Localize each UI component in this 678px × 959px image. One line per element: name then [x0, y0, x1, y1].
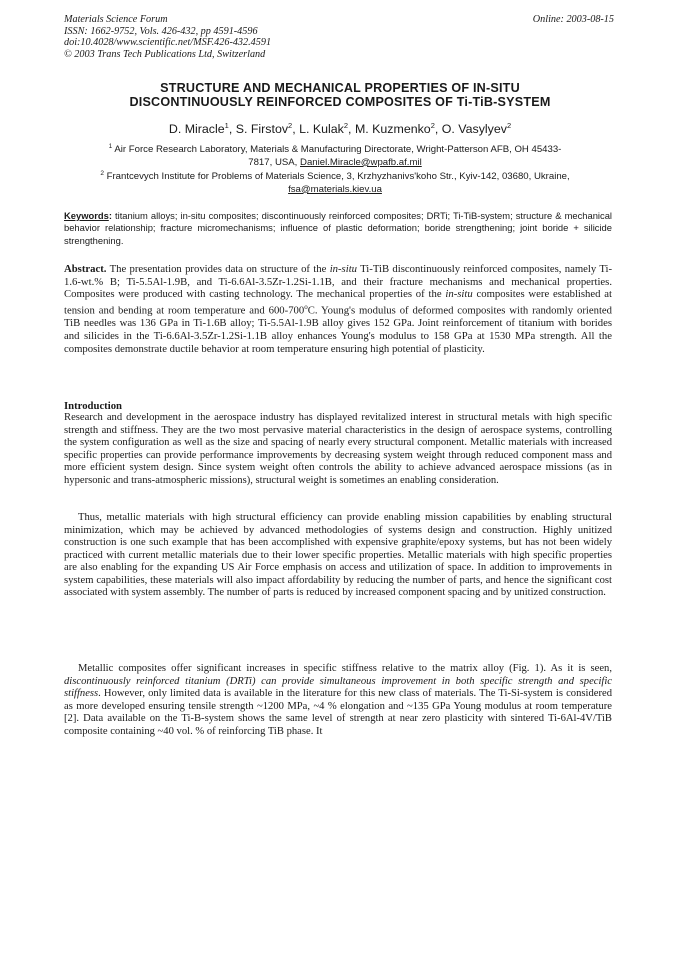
author: S. Firstov: [235, 122, 289, 137]
journal-name: Materials Science Forum: [64, 14, 168, 25]
abstract-text: composites were established at tension and bending at room temperature and 600-700: [64, 288, 613, 317]
author-list: D. Miracle$^1$, S. Firstov$^2$, L. Kulak$^2$, M. Kuzmenko$^2$, O. Vasylyev$^2$: [168, 121, 512, 137]
keywords-text: titanium alloys; in-situ composites; discontinuously reinforced composites; DRTi; Ti-TiB-system; structure & mechanical behavior relationship; fracture micromechanisms; influence of plastic deformation; boride strengthening; joint boride + silicide strengthening.: [64, 210, 612, 246]
abstract-label: Abstract.: [64, 263, 107, 275]
title-line-2: DISCONTINUOUSLY REINFORCED COMPOSITES OF Ti-TiB-SYSTEM: [129, 95, 551, 110]
copyright-line: © 2003 Trans Tech Publications Ltd, Switzerland: [64, 48, 266, 60]
paragraph: Thus, metallic materials with high structural efficiency can provide enabling mission capabilities by enabling structural minimization, which may be achieved by advanced methodologies of systems design and construction. Highly unitized construction is one such example that has been accomplished with expensive graphite/epoxy systems, but has not been widely practiced with current metallic materials due to their lower specific properties. Metallic materials with high specific properties are also enabling for the expanding US Air Force emphasis on access and utilization of space. In addition to improvements in system capabilities, these materials will also impact affordability by reducing the number of parts, and hence the significant cost associated with system assembly. The number of parts is reduced by increased component spacing and by unitized construction.: [64, 512, 612, 599]
affiliation-mark: 2: [100, 170, 104, 177]
abstract-text: C. Young's modulus of deformed composites with randomly oriented TiB needles was 136 GPa in Ti-1.6B alloy; Ti-5.5Al-1.9B alloy gives 152 GPa. Joint reinforcement of titanium with borides and silicides in the Ti-6.6Al-3.5Zr-1.2Si-1.1B alloy enhances Young's modulus to 158 GPa at 1530 MPa strength. All the composites demonstrate ductile behavior at room temperature ensuring high potential of plasticity.: [64, 304, 612, 355]
paragraph: Research and development in the aerospace industry has displayed revitalized interest in structural metals with high specific strength and stiffness. They are the two most pervasive material characteristics in the design of aerospace systems, controlling the system configuration as well as the size and spacing of nearly every structural component. Metallic materials with increased specific properties can provide performance improvements by decreasing system weight through reduced component mass and more efficient system design. Since system weight often controls the ability to achieve advanced aerospace missions (as in hypersonic and trans-atmospheric missions), structural weight is sometimes an enabling consideration.: [64, 412, 612, 486]
affiliation-mark: 2: [288, 121, 293, 130]
affiliation-mark: 2: [430, 121, 435, 130]
affiliation-mark: 1: [108, 143, 113, 150]
paragraph: [64, 663, 612, 738]
journal-header: [64, 14, 424, 60]
paragraph-text: . However, only limited data is available in the literature for this new class of materials. The Ti-Si-system is considered as more developed ensuring tensile strength ~1200 MPa, ~4 % elongation and ~135 GPa Young modulus at room temperature [2]. Data available on the Ti-B-system shows the same level of strength at near zero plasticity with sintered Ti-6Al-4V/TiB composite containing ~40 vol. % of reinforcing TiB phase. It: [64, 688, 612, 737]
degree-mark: o: [304, 303, 308, 312]
author: M. Kuzmenko: [354, 122, 431, 137]
email-link[interactable]: Daniel.Miracle@wpafb.af.mil: [300, 156, 422, 168]
author: L. Kulak: [299, 122, 344, 137]
affiliation-2: [100, 168, 570, 196]
affiliation-text: Air Force Research Laboratory, Materials & Manufacturing Directorate, Wright-Patterson AFB, OH 45433-7817, USA,: [114, 144, 562, 168]
paragraph-emphasis: discontinuously reinforced titanium (DRTi) can provide simultaneous improvement in both specific strength and specific stiffness: [64, 675, 612, 700]
abstract-italic: in-situ: [445, 288, 473, 301]
affiliation-mark: 2: [506, 121, 512, 130]
online-date: Online: 2003-08-15: [532, 14, 614, 25]
title-line-1: STRUCTURE AND MECHANICAL PROPERTIES OF IN-SITU: [160, 81, 520, 95]
affiliation-mark: 1: [224, 121, 229, 130]
email-link[interactable]: fsa@materials.kiev.ua: [288, 183, 382, 195]
affiliation-text: Frantcevych Institute for Problems of Materials Science, 3, Krzhyzhanivs'koho Str., Kyiv-142, 03680, Ukraine,: [106, 171, 570, 183]
paper-title: [80, 81, 600, 110]
abstract-text: Ti-TiB discontinuously reinforced composites, namely Ti-1.6-wt.% B; Ti-5.5Al-1.9B, and Ti-6.6Al-3.5Zr-1.2Si-1.1B, and their fracture mechanisms and mechanical properties. Composites were produced with casting technology. The mechanical properties of the: [64, 263, 613, 301]
author: O. Vasylyev: [441, 122, 507, 137]
section-heading: Introduction: [64, 400, 123, 412]
keywords: Keywords: titanium alloys; in-situ composites; discontinuously reinforced composites; DRTi; Ti-TiB-system; structure & mechanical behavior relationship; fracture micromechanisms; influence of plastic deformation; boride strengthening; joint boride + silicide strengthening.: [64, 210, 612, 246]
author: D. Miracle: [168, 122, 225, 137]
affiliation-1: [100, 141, 570, 169]
issn-line: ISSN: 1662-9752, Vols. 426-432, pp 4591-4596: [64, 25, 258, 37]
affiliation-mark: 2: [343, 121, 349, 130]
abstract-italic: in-situ: [329, 263, 358, 275]
abstract-text: The presentation provides data on structure of the: [109, 263, 327, 275]
keywords-label: Keywords: [64, 210, 109, 221]
abstract: [64, 263, 612, 355]
paragraph-text: Metallic composites offer significant increases in specific stiffness relative to the matrix alloy (Fig. 1). As it is seen,: [78, 663, 612, 674]
doi-line: doi:10.4028/www.scientific.net/MSF.426-432.4591: [64, 37, 272, 49]
